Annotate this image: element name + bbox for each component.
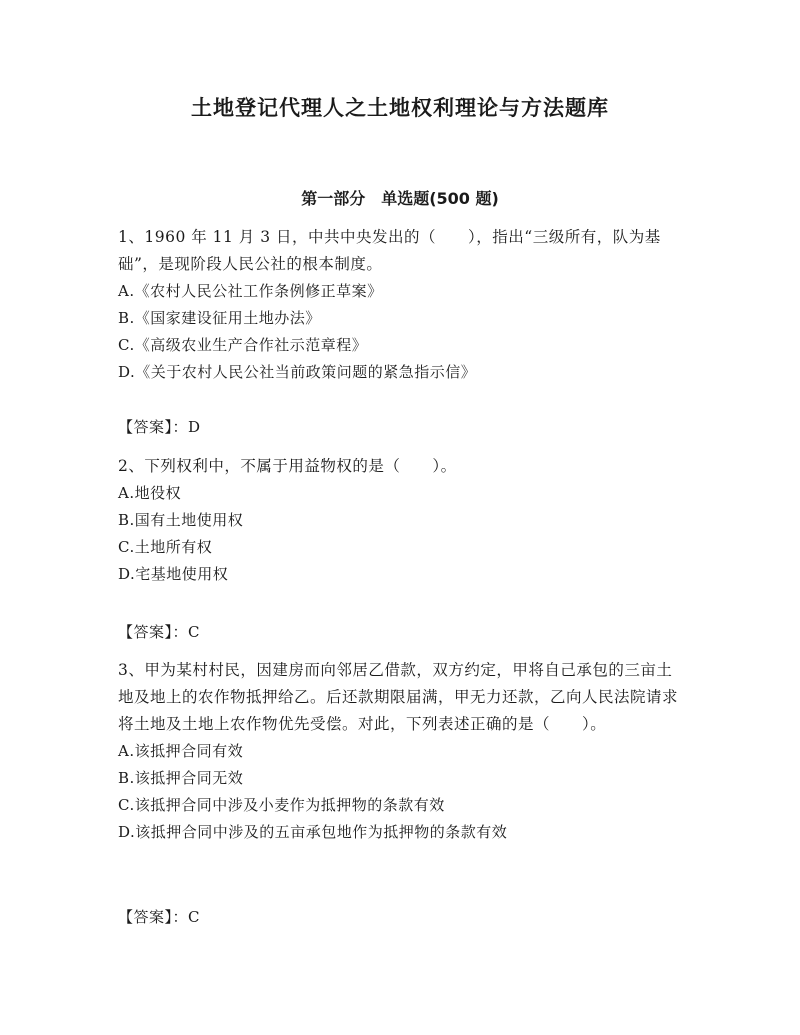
question-2-stem: 2、下列权利中，不属于用益物权的是（ ）。 — [118, 457, 457, 475]
question-1 — [118, 224, 688, 386]
question-3 — [118, 657, 688, 846]
question-1-option-d: D.《关于农村人民公社当前政策问题的紧急指示信》 — [118, 363, 477, 381]
question-1-option-b: B.《国家建设征用土地办法》 — [118, 309, 321, 327]
answer-label: 【答案】： — [118, 908, 189, 926]
question-2-answer — [118, 621, 200, 642]
question-1-options — [118, 278, 688, 386]
question-2 — [118, 453, 688, 588]
document-title: 土地登记代理人之土地权利理论与方法题库 — [191, 96, 609, 120]
answer-label: 【答案】： — [118, 623, 189, 641]
question-3-answer — [118, 906, 200, 927]
answer-value: C — [188, 908, 200, 926]
answer-value: C — [188, 623, 200, 641]
question-3-option-a: A.该抵押合同有效 — [118, 742, 244, 760]
question-1-option-c: C.《高级农业生产合作社示范章程》 — [118, 336, 368, 354]
question-2-option-a: A.地役权 — [118, 484, 182, 502]
question-3-option-d: D.该抵押合同中涉及的五亩承包地作为抵押物的条款有效 — [118, 823, 508, 841]
section-title: 第一部分 单选题(500 题) — [301, 189, 499, 208]
answer-value: D — [188, 418, 201, 436]
question-3-stem: 3、甲为某村村民，因建房而向邻居乙借款，双方约定，甲将自己承包的三亩土地及地上的农作物抵押给乙。后还款期限届满，甲无力还款，乙向人民法院请求将土地及土地上农作物优先受偿。对此，下列表述正确的是（ ）。 — [118, 661, 679, 733]
question-2-option-c: C.土地所有权 — [118, 538, 213, 556]
question-3-option-b: B.该抵押合同无效 — [118, 769, 244, 787]
question-3-options — [118, 738, 688, 846]
question-1-answer — [118, 416, 201, 437]
question-2-options — [118, 480, 688, 588]
answer-label: 【答案】： — [118, 418, 189, 436]
question-3-option-c: C.该抵押合同中涉及小麦作为抵押物的条款有效 — [118, 796, 445, 814]
question-2-option-b: B.国有土地使用权 — [118, 511, 244, 529]
question-1-option-a: A.《农村人民公社工作条例修正草案》 — [118, 282, 383, 300]
question-2-option-d: D.宅基地使用权 — [118, 565, 229, 583]
question-1-stem: 1、1960 年 11 月 3 日，中共中央发出的（ ），指出“三级所有，队为基础”，是现阶段人民公社的根本制度。 — [118, 228, 661, 273]
